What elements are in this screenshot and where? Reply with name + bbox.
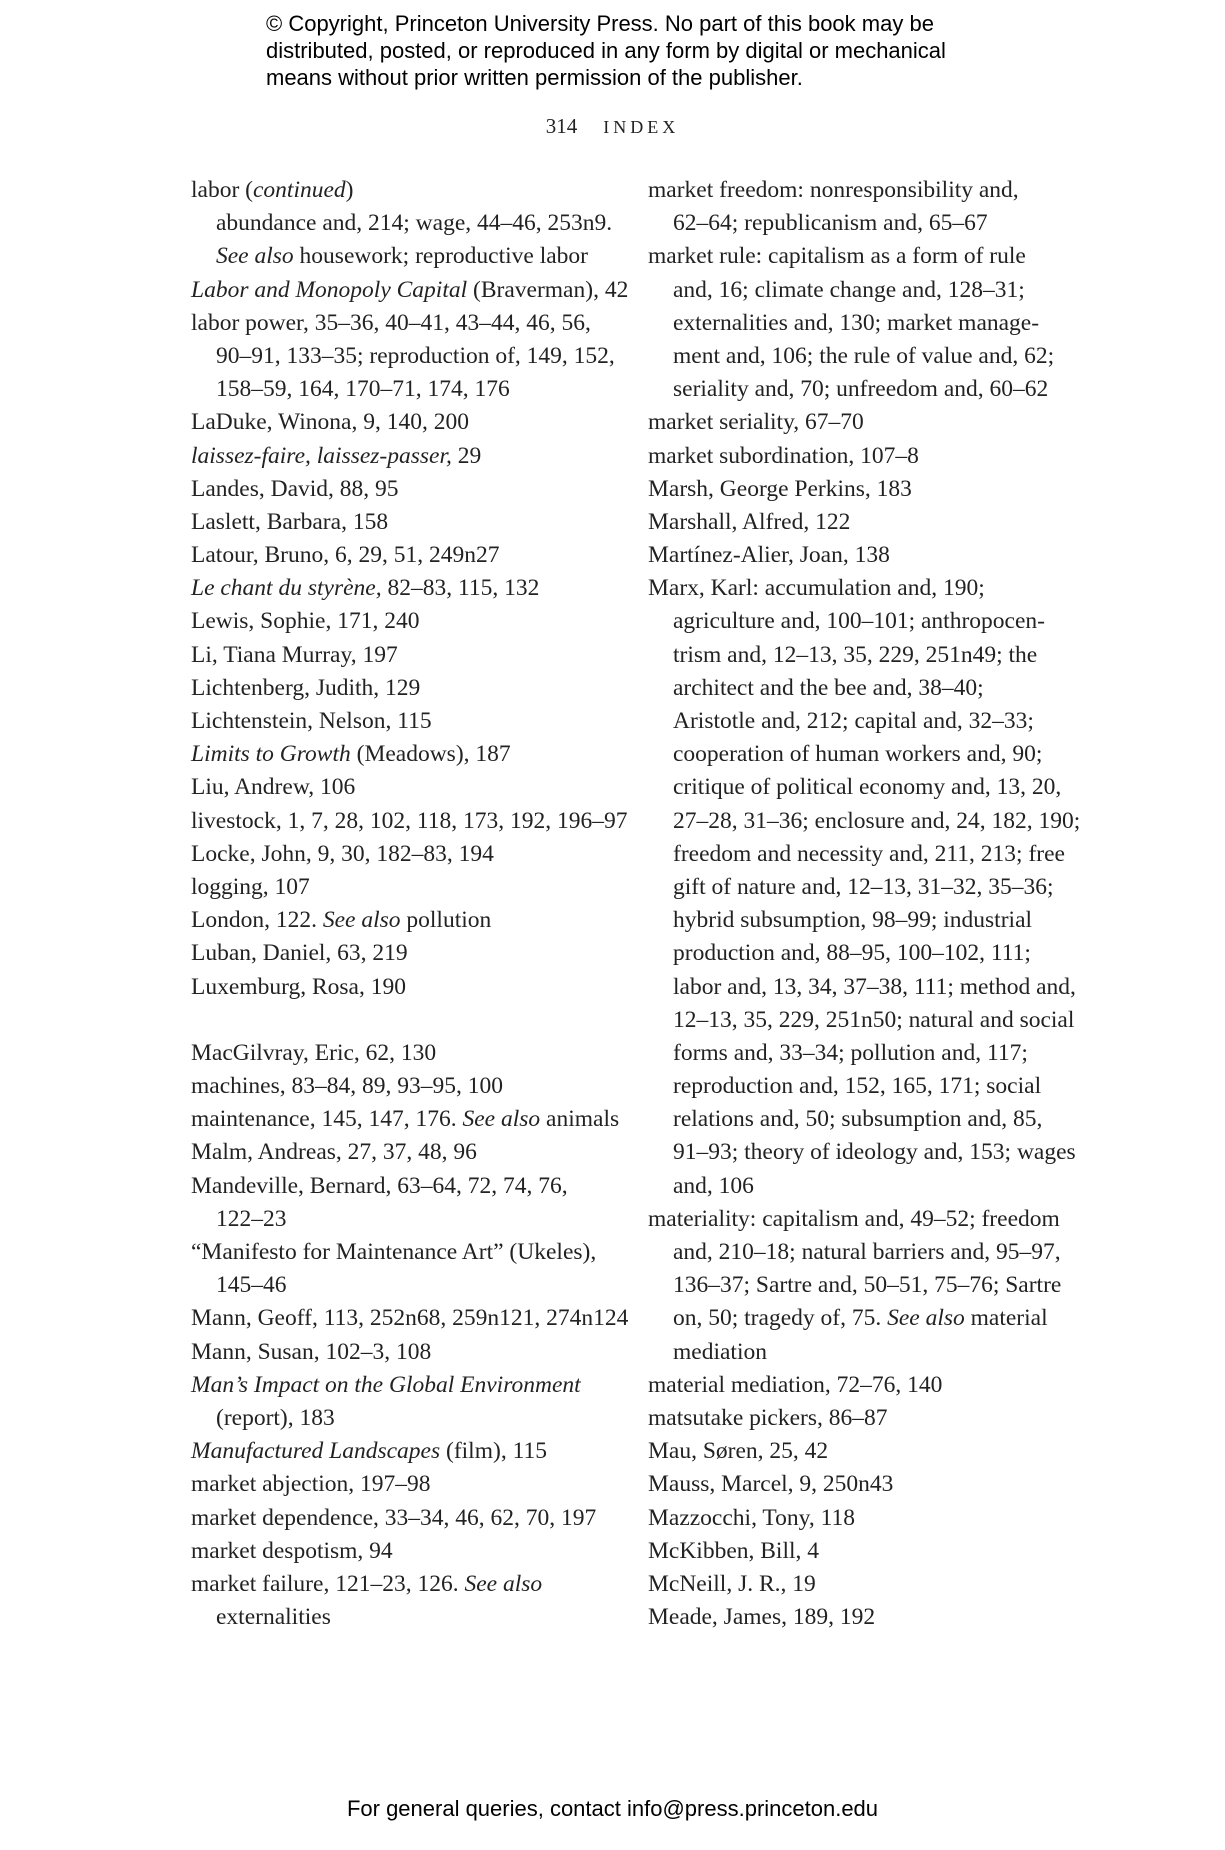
entry-text: 27–28, 31–36; enclosure and, 24, 182, 190; (673, 807, 1081, 834)
index-entry (191, 473, 621, 506)
index-entry (648, 1568, 1078, 1601)
index-entry-continuation (648, 838, 1078, 871)
index-entry-continuation (648, 340, 1078, 373)
entry-text: machines, 83–84, 89, 93–95, 100 (191, 1073, 503, 1100)
entry-text: and, 210–18; natural barriers and, 95–97, (673, 1239, 1061, 1265)
index-entry-continuation (648, 1037, 1078, 1070)
index-entry-continuation (648, 1004, 1078, 1037)
entry-text: animals (540, 1106, 620, 1133)
entry-text: mediation (673, 1338, 767, 1365)
entry-text: labor power, 35–36, 40–41, 43–44, 46, 56, (191, 309, 591, 336)
entry-text: market rule: capitalism as a form of rule (648, 243, 1026, 270)
index-entry (648, 1435, 1078, 1468)
entry-text: Meade, James, 189, 192 (648, 1604, 876, 1631)
entry-text: production and, 88–95, 100–102, 111; (673, 940, 1031, 967)
entry-text: material (964, 1305, 1048, 1332)
index-entry (191, 904, 621, 937)
footer-contact: For general queries, contact info@press.princeton.edu (346, 1796, 879, 1821)
index-entry (191, 705, 621, 738)
index-entry-continuation (648, 1302, 1078, 1335)
index-entry-continuation (648, 1236, 1078, 1269)
italic-text: See also (322, 907, 401, 934)
index-entry (191, 639, 621, 672)
index-entry (648, 406, 1078, 439)
index-entry (648, 174, 1078, 207)
index-entry (648, 440, 1078, 473)
index-entry-continuation (648, 904, 1078, 937)
index-entry-continuation (648, 937, 1078, 970)
index-entry-continuation (191, 340, 621, 373)
index-entry (191, 605, 621, 638)
entry-text: matsutake pickers, 86–87 (648, 1404, 888, 1431)
entry-text: Mann, Geoff, 113, 252n68, 259n121, 274n124 (191, 1305, 629, 1332)
entry-text: 90–91, 133–35; reproduction of, 149, 152, (216, 342, 615, 369)
index-entry (648, 1369, 1078, 1402)
index-entry (648, 1468, 1078, 1501)
entry-text: Mauss, Marcel, 9, 250n43 (648, 1471, 894, 1498)
index-entry (191, 937, 621, 970)
index-entry (191, 274, 629, 307)
entry-text: seriality and, 70; unfreedom and, 60–62 (673, 376, 1049, 403)
index-entry-continuation (648, 1103, 1078, 1136)
entry-text: market abjection, 197–98 (191, 1471, 431, 1498)
copyright-line: means without prior written permission of the publisher. (266, 65, 803, 90)
index-entry-continuation (648, 805, 1081, 838)
entry-text: 12–13, 35, 229, 251n50; natural and social (673, 1006, 1075, 1033)
entry-text: ) (345, 177, 354, 203)
entry-text: Laslett, Barbara, 158 (191, 508, 389, 535)
entry-text: Aristotle and, 212; capital and, 32–33; (673, 708, 1034, 734)
entry-text: freedom and necessity and, 211, 213; free (673, 840, 1065, 867)
index-entry-continuation (648, 1269, 1078, 1302)
italic-text: See also (462, 1106, 541, 1133)
index-entry (191, 506, 621, 539)
entry-text: material mediation, 72–76, 140 (648, 1371, 943, 1398)
index-entry (648, 539, 1078, 572)
entry-text: hybrid subsumption, 98–99; industrial (673, 907, 1033, 934)
entry-text: materiality: capitalism and, 49–52; freedom (648, 1205, 1060, 1232)
entry-text: Li, Tiana Murray, 197 (191, 641, 398, 668)
entry-text: externalities (216, 1604, 331, 1631)
index-entry (191, 672, 621, 705)
entry-text: market freedom: nonresponsibility and, (648, 177, 1019, 203)
entry-text: on, 50; tragedy of, 75. (673, 1305, 888, 1332)
entry-text: market despotism, 94 (191, 1537, 393, 1564)
index-entry (648, 1203, 1078, 1236)
entry-text: housework; reproductive labor (293, 243, 588, 270)
entry-text: Lichtenberg, Judith, 129 (191, 674, 421, 701)
entry-text: Mau, Søren, 25, 42 (648, 1438, 829, 1465)
entry-text: Landes, David, 88, 95 (191, 475, 399, 502)
index-entry (191, 1369, 621, 1402)
entry-text: ment and, 106; the rule of value and, 62; (673, 342, 1055, 369)
entry-text: 145–46 (216, 1272, 287, 1299)
entry-text: Latour, Bruno, 6, 29, 51, 249n27 (191, 542, 500, 569)
index-entry (191, 1170, 621, 1203)
index-entry-continuation (648, 771, 1078, 804)
copyright-line: distributed, posted, or reproduced in any form by digital or mechanical (266, 38, 946, 63)
index-column-left (191, 174, 629, 1634)
entry-text: agriculture and, 100–101; anthropocen- (673, 608, 1045, 635)
index-entry-continuation (648, 672, 1078, 705)
index-entry-continuation (648, 1336, 1078, 1369)
entry-text: and, 16; climate change and, 128–31; (673, 276, 1025, 303)
index-entry (191, 406, 621, 439)
index-entry (191, 1037, 621, 1070)
index-entry-continuation (648, 971, 1078, 1004)
entry-text: market failure, 121–23, 126. (191, 1570, 465, 1597)
index-entry-continuation (191, 240, 621, 273)
entry-text: LaDuke, Winona, 9, 140, 200 (191, 409, 469, 436)
index-entry (191, 1070, 621, 1103)
entry-text: (film), 115 (440, 1438, 547, 1465)
index-entry-continuation (648, 307, 1078, 340)
entry-text: 158–59, 164, 170–71, 174, 176 (216, 376, 510, 403)
entry-text: (Meadows), 187 (350, 741, 511, 768)
index-entry (191, 1535, 621, 1568)
running-title: INDEX (603, 117, 680, 137)
index-entry-continuation (648, 274, 1078, 307)
entry-text: Mandeville, Bernard, 63–64, 72, 74, 76, (191, 1172, 568, 1199)
index-entry (191, 1236, 621, 1269)
entry-text: critique of political economy and, 13, 20, (673, 774, 1062, 801)
index-entry-continuation (648, 639, 1078, 672)
entry-text: Locke, John, 9, 30, 182–83, 194 (191, 840, 494, 867)
index-entry (191, 440, 621, 473)
index-entry-continuation (191, 1269, 621, 1302)
entry-text: (Braverman), 42 (467, 276, 629, 303)
running-head (0, 114, 1225, 139)
entry-text: Mazzocchi, Tony, 118 (648, 1504, 855, 1531)
page-number: 314 (545, 114, 578, 138)
italic-text: See also (887, 1305, 965, 1332)
entry-text: externalities and, 130; market manage- (673, 309, 1040, 336)
entry-text: Liu, Andrew, 106 (191, 774, 356, 801)
copyright-line: © Copyright, Princeton University Press. No part of this book may be (266, 11, 934, 36)
copyright-notice (266, 10, 1026, 91)
index-entry (191, 838, 621, 871)
index-entry (191, 307, 621, 340)
index-entry-continuation (191, 207, 621, 240)
entry-text: relations and, 50; subsumption and, 85, (673, 1106, 1043, 1133)
entry-text: livestock, 1, 7, 28, 102, 118, 173, 192, 196–97 (191, 807, 628, 834)
entry-text: trism and, 12–13, 35, 229, 251n49; the (673, 641, 1038, 668)
entry-text: market dependence, 33–34, 46, 62, 70, 197 (191, 1504, 597, 1531)
index-entry (191, 174, 621, 207)
index-entry-continuation (191, 1203, 621, 1236)
index-entry-continuation (648, 705, 1078, 738)
entry-text: gift of nature and, 12–13, 31–32, 35–36; (673, 873, 1054, 900)
section-break (191, 1004, 621, 1037)
index-entry (191, 1103, 621, 1136)
index-entry (191, 1336, 621, 1369)
index-entry-continuation (648, 738, 1078, 771)
index-entry-continuation (191, 1601, 621, 1634)
index-entry-continuation (648, 207, 1078, 240)
index-entry (648, 1601, 1078, 1634)
index-entry (191, 871, 621, 904)
entry-text: and, 106 (673, 1172, 754, 1199)
entry-text: maintenance, 145, 147, 176. (191, 1106, 463, 1133)
index-entry (648, 506, 1078, 539)
index-entry (648, 1502, 1078, 1535)
entry-text: 82–83, 115, 132 (381, 575, 540, 602)
index-entry (191, 738, 621, 771)
entry-text: Luban, Daniel, 63, 219 (191, 940, 408, 967)
index-entry (648, 473, 1078, 506)
index-entry (191, 771, 621, 804)
entry-text: “Manifesto for Maintenance Art” (Ukeles), (191, 1239, 597, 1265)
entry-text: Luxemburg, Rosa, 190 (191, 973, 406, 1000)
entry-text: 91–93; theory of ideology and, 153; wages (673, 1139, 1076, 1166)
index-entry (191, 1435, 621, 1468)
entry-text: (report), 183 (216, 1404, 335, 1431)
index-entry (191, 971, 621, 1004)
entry-text: McKibben, Bill, 4 (648, 1537, 820, 1564)
index-entry (648, 572, 1078, 605)
entry-text: reproduction and, 152, 165, 171; social (673, 1073, 1042, 1100)
entry-text: 122–23 (216, 1205, 287, 1232)
italic-text: Limits to Growth (191, 741, 351, 768)
italic-text: Manufactured Landscapes (191, 1438, 441, 1465)
italic-text: Le chant du styrène, (191, 575, 382, 602)
entry-text: London, 122. (191, 907, 323, 934)
italic-text: See also (216, 243, 294, 270)
index-entry-continuation (191, 373, 621, 406)
entry-text: Martínez-Alier, Joan, 138 (648, 542, 890, 569)
italic-text: laissez-faire, laissez-passer, (191, 442, 452, 469)
index-entry-continuation (648, 1070, 1078, 1103)
index-entry-continuation (191, 1402, 621, 1435)
entry-text: labor and, 13, 34, 37–38, 111; method and, (673, 973, 1076, 1000)
index-entry (191, 1502, 621, 1535)
italic-text: See also (464, 1570, 543, 1597)
entry-text: forms and, 33–34; pollution and, 117; (673, 1039, 1028, 1066)
index-entry (648, 240, 1078, 273)
entry-text: Marsh, George Perkins, 183 (648, 475, 912, 502)
entry-text: market seriality, 67–70 (648, 409, 864, 436)
entry-text: 29 (451, 442, 482, 469)
entry-text: logging, 107 (191, 873, 310, 900)
entry-text: Marx, Karl: accumulation and, 190; (648, 575, 985, 602)
index-entry (191, 572, 621, 605)
index-entry (191, 1568, 621, 1601)
index-entry-continuation (648, 605, 1078, 638)
entry-text: abundance and, 214; wage, 44–46, 253n9. (216, 210, 613, 237)
italic-text: Man’s Impact on the Global Environment (191, 1371, 581, 1398)
entry-text: Malm, Andreas, 27, 37, 48, 96 (191, 1139, 477, 1166)
entry-text: 136–37; Sartre and, 50–51, 75–76; Sartre (673, 1272, 1062, 1299)
entry-text: Mann, Susan, 102–3, 108 (191, 1338, 432, 1365)
entry-text: labor ( (191, 177, 253, 203)
entry-text: Lewis, Sophie, 171, 240 (191, 608, 420, 635)
entry-text: Lichtenstein, Nelson, 115 (191, 708, 432, 734)
entry-text: 62–64; republicanism and, 65–67 (673, 210, 988, 237)
index-entry (648, 1535, 1078, 1568)
italic-text: continued (253, 177, 346, 203)
index-entry-continuation (648, 871, 1078, 904)
entry-text: cooperation of human workers and, 90; (673, 741, 1043, 768)
entry-text: MacGilvray, Eric, 62, 130 (191, 1039, 437, 1066)
index-entry (648, 1402, 1078, 1435)
entry-text: McNeill, J. R., 19 (648, 1570, 816, 1597)
entry-text: market subordination, 107–8 (648, 442, 919, 469)
index-entry (191, 1136, 621, 1169)
entry-text: architect and the bee and, 38–40; (673, 674, 984, 701)
index-entry-continuation (648, 1170, 1078, 1203)
index-entry (191, 805, 628, 838)
index-entry-continuation (648, 373, 1078, 406)
index-entry-continuation (648, 1136, 1078, 1169)
index-entry (191, 1302, 629, 1335)
entry-text: Marshall, Alfred, 122 (648, 508, 851, 535)
index-entry (191, 1468, 621, 1501)
index-column-right (648, 174, 1081, 1634)
italic-text: Labor and Monopoly Capital (191, 276, 468, 303)
entry-text: pollution (400, 907, 492, 934)
index-entry (191, 539, 621, 572)
